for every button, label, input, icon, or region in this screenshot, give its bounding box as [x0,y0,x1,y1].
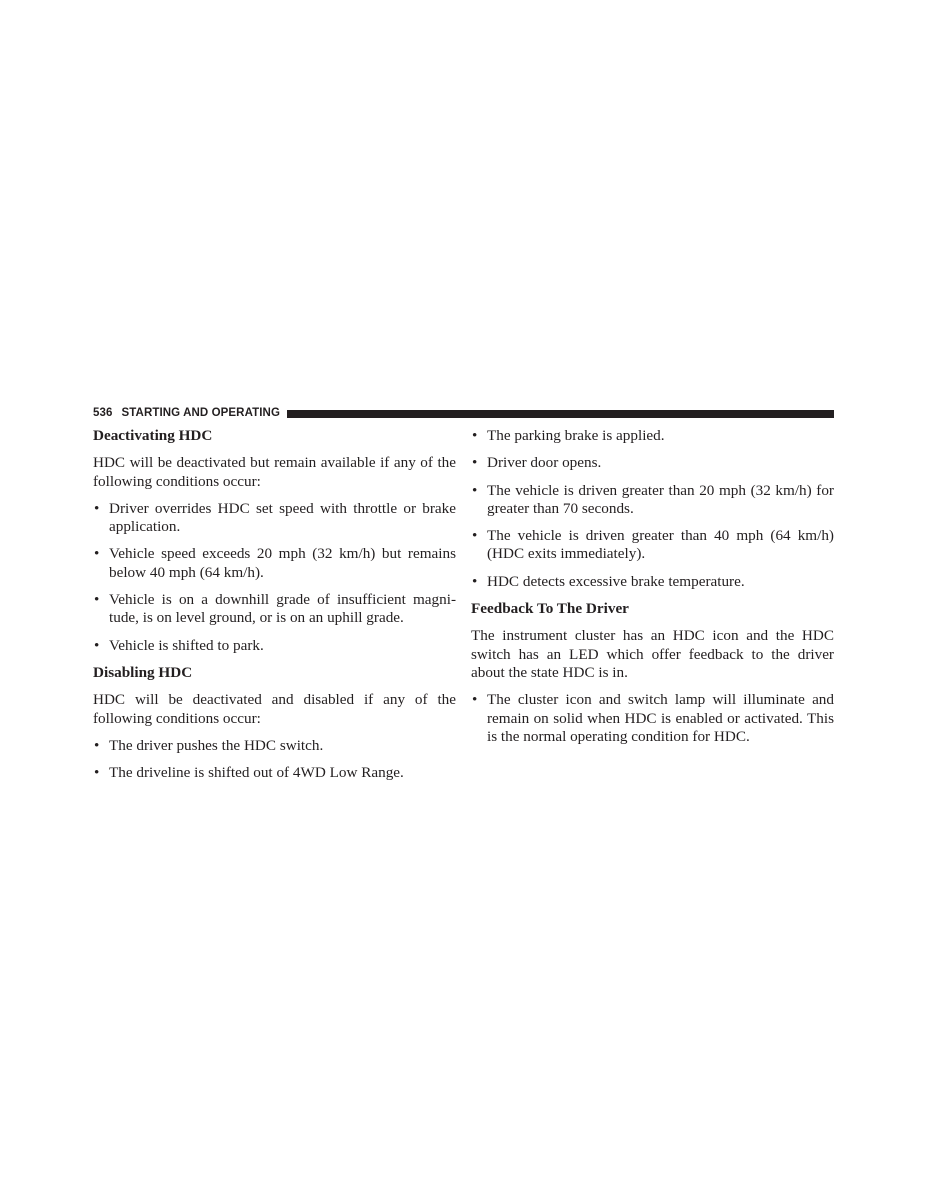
heading-disabling-hdc: Disabling HDC [93,663,193,681]
heading-deactivating-hdc: Deactivating HDC [93,427,213,444]
list-item: • Driver overrides HDC set speed with throttle or brake application. [94,499,456,536]
list-item: • Vehicle is shifted to park. [94,636,264,654]
bullet-icon: • [94,736,100,754]
bullet-icon: • [472,481,478,499]
heading-feedback-to-driver: Feedback To The Driver [471,600,629,618]
list-item: • The vehicle is driven greater than 40 mph (64 km/h) (HDC exits immediately). [472,527,834,563]
deactivation-conditions-list [471,427,834,591]
list-item: • The cluster icon and switch lamp will illuminate and remain on solid when HDC is enabled or activated. This is the normal operating condition for HDC. [472,691,834,745]
list-item: • Vehicle speed exceeds 20 mph (32 km/h) but remains below 40 mph (64 km/h). [94,545,456,581]
header-rule [287,410,834,418]
right-column [471,427,834,755]
list-item: • The driver pushes the HDC switch. [94,736,324,754]
disabling-list [93,737,456,783]
left-column [93,427,456,791]
list-item: • The driveline is shifted out of 4WD Low Range. [94,764,404,782]
deactivating-list [93,500,456,655]
bullet-icon: • [94,499,100,517]
page-number: 536 [93,407,113,419]
bullet-icon: • [472,454,478,472]
bullet-icon: • [472,572,478,590]
bullet-icon: • [94,591,100,609]
bullet-icon: • [94,545,100,563]
bullet-icon: • [94,636,100,654]
feedback-intro: The instrument cluster has an HDC icon and the HDC switch has an LED which offer feedback to the driver about the state HDC is in. [471,627,834,681]
section-title: STARTING AND OPERATING [121,407,281,419]
page-header [93,405,834,421]
list-item: • HDC detects excessive brake temperature. [472,572,745,590]
bullet-icon: • [94,764,100,782]
deactivating-intro: HDC will be deactivated but remain available if any of the following conditions occur: [93,454,456,490]
list-item: • Driver door opens. [472,454,602,472]
bullet-icon: • [472,527,478,545]
bullet-icon: • [472,691,478,709]
list-item: • Vehicle is on a downhill grade of insufficient magni-tude, is on level ground, or is on an uphill grade. [94,591,456,627]
bullet-icon: • [472,427,478,444]
feedback-list [471,691,834,746]
list-item: • The parking brake is applied. [472,427,665,444]
list-item: • The vehicle is driven greater than 20 mph (32 km/h) for greater than 70 seconds. [472,481,834,517]
disabling-intro: HDC will be deactivated and disabled if any of the following conditions occur: [93,691,456,727]
